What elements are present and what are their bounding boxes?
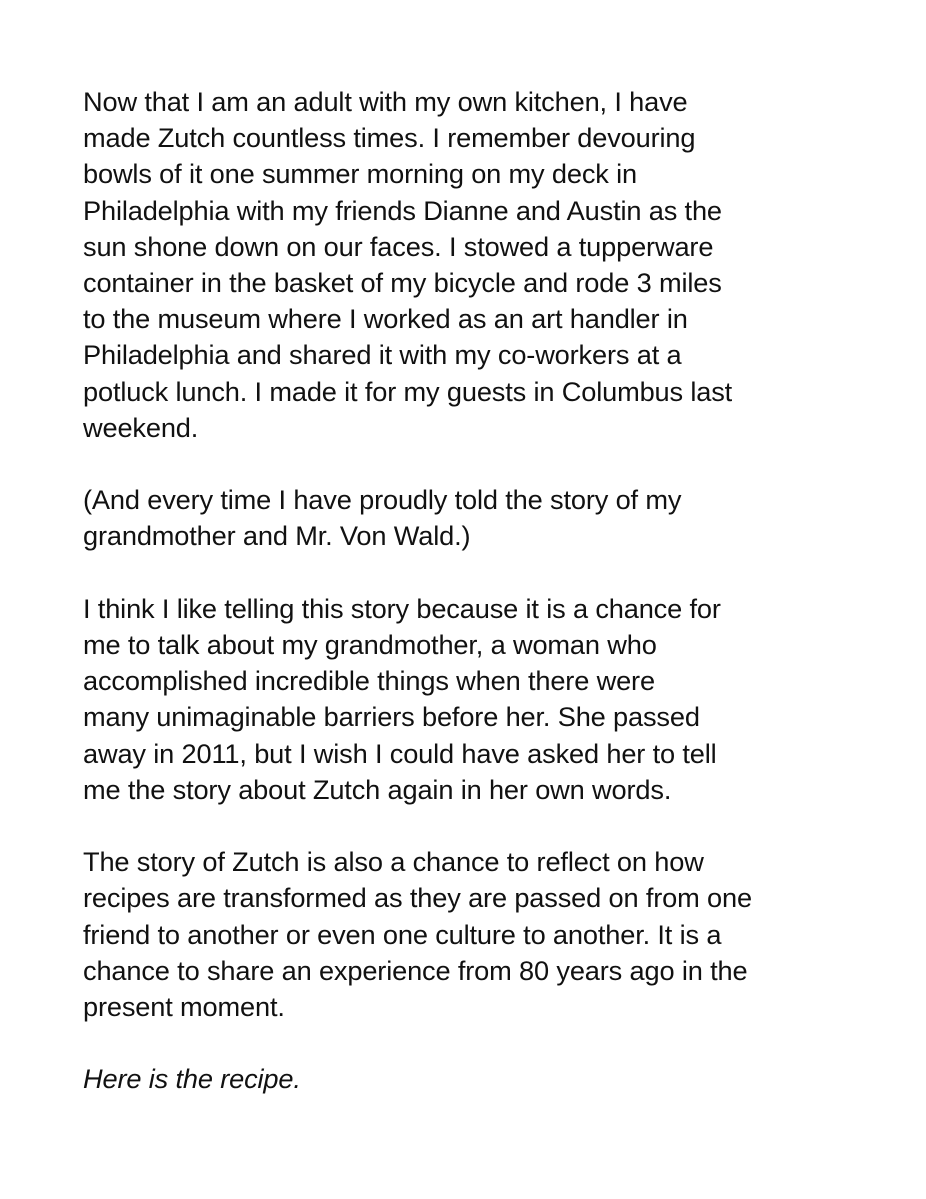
text-line: Philadelphia and shared it with my co-workers at a [83,339,682,371]
text-line: Here is the recipe. [83,1063,301,1095]
paragraph-grandmother [83,591,853,808]
text-line: me to talk about my grandmother, a woman who [83,629,657,661]
text-line: away in 2011, but I wish I could have asked her to tell [83,737,717,769]
text-line: many unimaginable barriers before her. She passed [83,701,700,733]
text-line: Philadelphia with my friends Dianne and Austin as the [83,194,722,226]
text-line: Now that I am an adult with my own kitchen, I have [83,86,688,117]
text-line: present moment. [83,991,285,1023]
text-line: I think I like telling this story because it is a chance for [83,592,721,624]
paragraph-recipe-intro [83,1061,853,1097]
text-line: chance to share an experience from 80 years ago in the [83,954,748,986]
text-line: potluck lunch. I made it for my guests in Columbus last [83,375,733,407]
text-line: me the story about Zutch again in her own words. [83,773,672,805]
text-line: (And every time I have proudly told the story of my [83,484,682,516]
paragraph-story-aside [83,482,853,554]
text-line: sun shone down on our faces. I stowed a tupperware [83,230,714,262]
text-line: weekend. [83,411,199,443]
paragraph-recipes-reflection [83,844,853,1025]
text-line: to the museum where I worked as an art handler in [83,303,688,335]
text-line: made Zutch countless times. I remember devouring [83,122,696,154]
document-page [83,84,853,1134]
text-line: container in the basket of my bicycle and rode 3 miles [83,267,722,299]
paragraph-kitchen-memories [83,84,853,446]
text-line: accomplished incredible things when there were [83,665,655,697]
text-line: friend to another or even one culture to another. It is a [83,918,722,950]
text-line: bowls of it one summer morning on my deck in [83,158,637,190]
text-line: recipes are transformed as they are passed on from one [83,882,752,914]
text-line: grandmother and Mr. Von Wald.) [83,520,471,552]
text-line: The story of Zutch is also a chance to reflect on how [83,846,704,878]
